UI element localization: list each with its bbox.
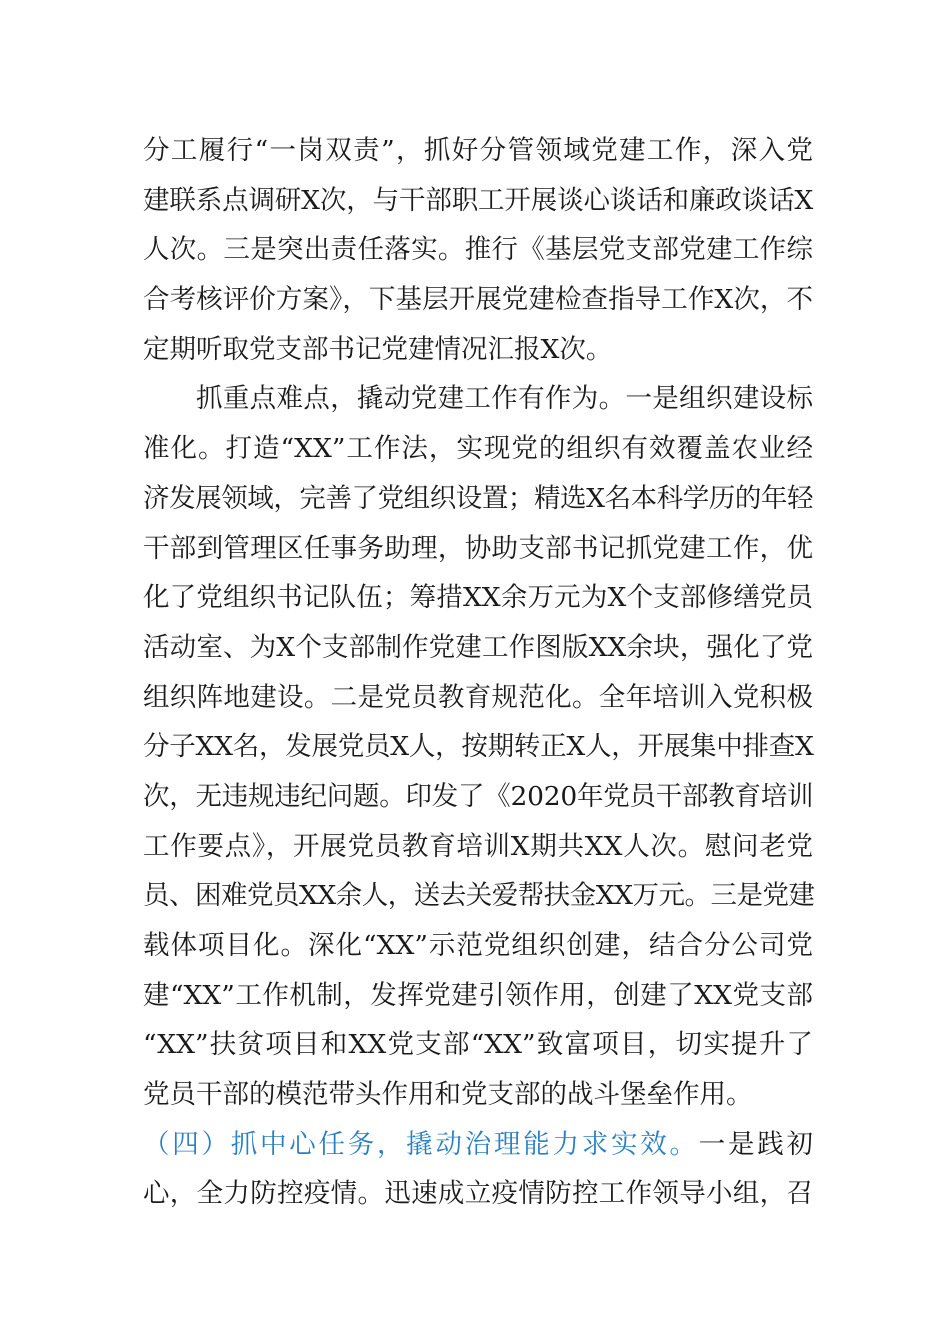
text-line-3: 人次。三是突出责任落实。推行《基层党支部党建工作综 xyxy=(143,234,813,266)
text-line-13: 分子XX名，发展党员X人，按期转正X人，开展集中排查X xyxy=(143,731,814,763)
text-line-5: 定期听取党支部书记党建情况汇报X次。 xyxy=(143,333,613,365)
text-line-8: 济发展领域，完善了党组织设置；精选X名本科学历的年轻 xyxy=(143,482,813,514)
text-line-6: 抓重点难点，撬动党建工作有作为。一是组织建设标 xyxy=(196,383,813,415)
text-line-2: 建联系点调研X次，与干部职工开展谈心谈话和廉政谈话X xyxy=(143,184,813,216)
section-4-line-1-rest: 一是践初 xyxy=(698,1128,813,1160)
text-line-1: 分工履行“一岗双责”，抓好分管领域党建工作，深入党 xyxy=(143,135,813,166)
section-4-line-1 xyxy=(143,1120,813,1170)
text-line-11: 活动室、为X个支部制作党建工作图版XX余块，强化了党 xyxy=(143,631,813,663)
text-line-16: 员、困难党员XX余人，送去关爱帮扶金XX万元。三是党建 xyxy=(143,880,815,912)
section-4-heading: （四）抓中心任务，撬动治理能力求实效。 xyxy=(143,1128,699,1160)
text-line-18: 建“XX”工作机制，发挥党建引领作用，创建了XX党支部 xyxy=(143,979,813,1011)
document-body xyxy=(143,126,813,1219)
text-line-9: 干部到管理区任事务助理，协助支部书记抓党建工作，优 xyxy=(143,532,813,564)
text-line-20: 党员干部的模范带头作用和党支部的战斗堡垒作用。 xyxy=(143,1079,753,1111)
text-line-19: “XX”扶贫项目和XX党支部“XX”致富项目，切实提升了 xyxy=(143,1029,813,1061)
text-line-4: 合考核评价方案》，下基层开展党建检查指导工作X次，不 xyxy=(143,284,813,316)
text-line-15: 工作要点》，开展党员教育培训X期共XX人次。慰问老党 xyxy=(143,830,813,862)
text-line-12: 组织阵地建设。二是党员教育规范化。全年培训入党积极 xyxy=(143,681,813,713)
text-line-10: 化了党组织书记队伍；筹措XX余万元为X个支部修缮党员 xyxy=(143,582,813,614)
text-line-7: 准化。打造“XX”工作法，实现党的组织有效覆盖农业经 xyxy=(143,433,813,465)
text-line-17: 载体项目化。深化“XX”示范党组织创建，结合分公司党 xyxy=(143,930,813,961)
section-4-line-2: 心，全力防控疫情。迅速成立疫情防控工作领导小组，召 xyxy=(143,1178,813,1210)
text-line-14: 次，无违规违纪问题。印发了《2020年党员干部教育培训 xyxy=(143,780,814,812)
